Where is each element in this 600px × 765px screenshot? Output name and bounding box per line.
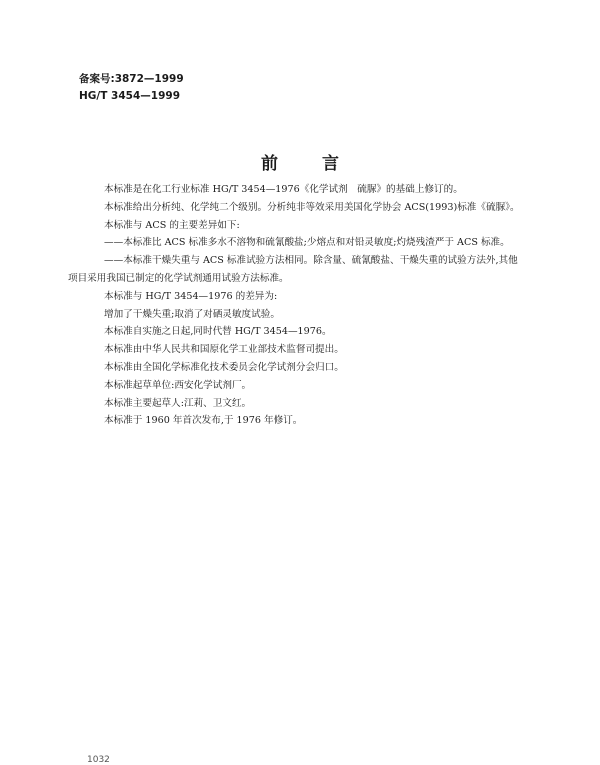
- foreword-body: [68, 181, 556, 430]
- paragraph: 本标准由中华人民共和国原化学工业部技术监督司提出。: [104, 344, 344, 356]
- page-title: 前言: [261, 154, 383, 174]
- paragraph: 增加了干燥失重;取消了对硒灵敏度试验。: [104, 308, 280, 320]
- paragraph: 本标准给出分析纯、化学纯二个级别。分析纯非等效采用美国化学协会 ACS(1993)标准《硫脲》。: [104, 201, 520, 213]
- page-number: 1032: [87, 755, 110, 765]
- paragraph: 本标准于 1960 年首次发布,于 1976 年修订。: [104, 415, 303, 427]
- paragraph-continuation: 项目采用我国已制定的化学试剂通用试验方法标准。: [68, 272, 289, 284]
- paragraph: ——本标准干燥失重与 ACS 标准试验方法相同。除含量、硫氰酸盐、干燥失重的试验方法外,其他: [104, 255, 518, 267]
- paragraph: 本标准由全国化学标准化技术委员会化学试剂分会归口。: [104, 361, 344, 373]
- paragraph: 本标准自实施之日起,同时代替 HG/T 3454—1976。: [104, 326, 332, 338]
- standard-number: HG/T 3454—1999: [79, 90, 181, 102]
- paragraph: 本标准主要起草人:江莉、卫文红。: [104, 397, 252, 409]
- record-number: 备案号:3872—1999: [79, 73, 184, 85]
- paragraph: 本标准与 ACS 的主要差异如下:: [104, 219, 240, 231]
- paragraph: 本标准起草单位:西安化学试剂厂。: [104, 379, 252, 391]
- paragraph: ——本标准比 ACS 标准多水不溶物和硫氰酸盐;少熔点和对铅灵敏度;灼烧残渣严于 ACS 标准。: [104, 237, 510, 249]
- paragraph: 本标准与 HG/T 3454—1976 的差异为:: [104, 290, 278, 302]
- paragraph: 本标准是在化工行业标准 HG/T 3454—1976《化学试剂 硫脲》的基础上修订的。: [104, 184, 463, 195]
- document-header: [79, 71, 184, 105]
